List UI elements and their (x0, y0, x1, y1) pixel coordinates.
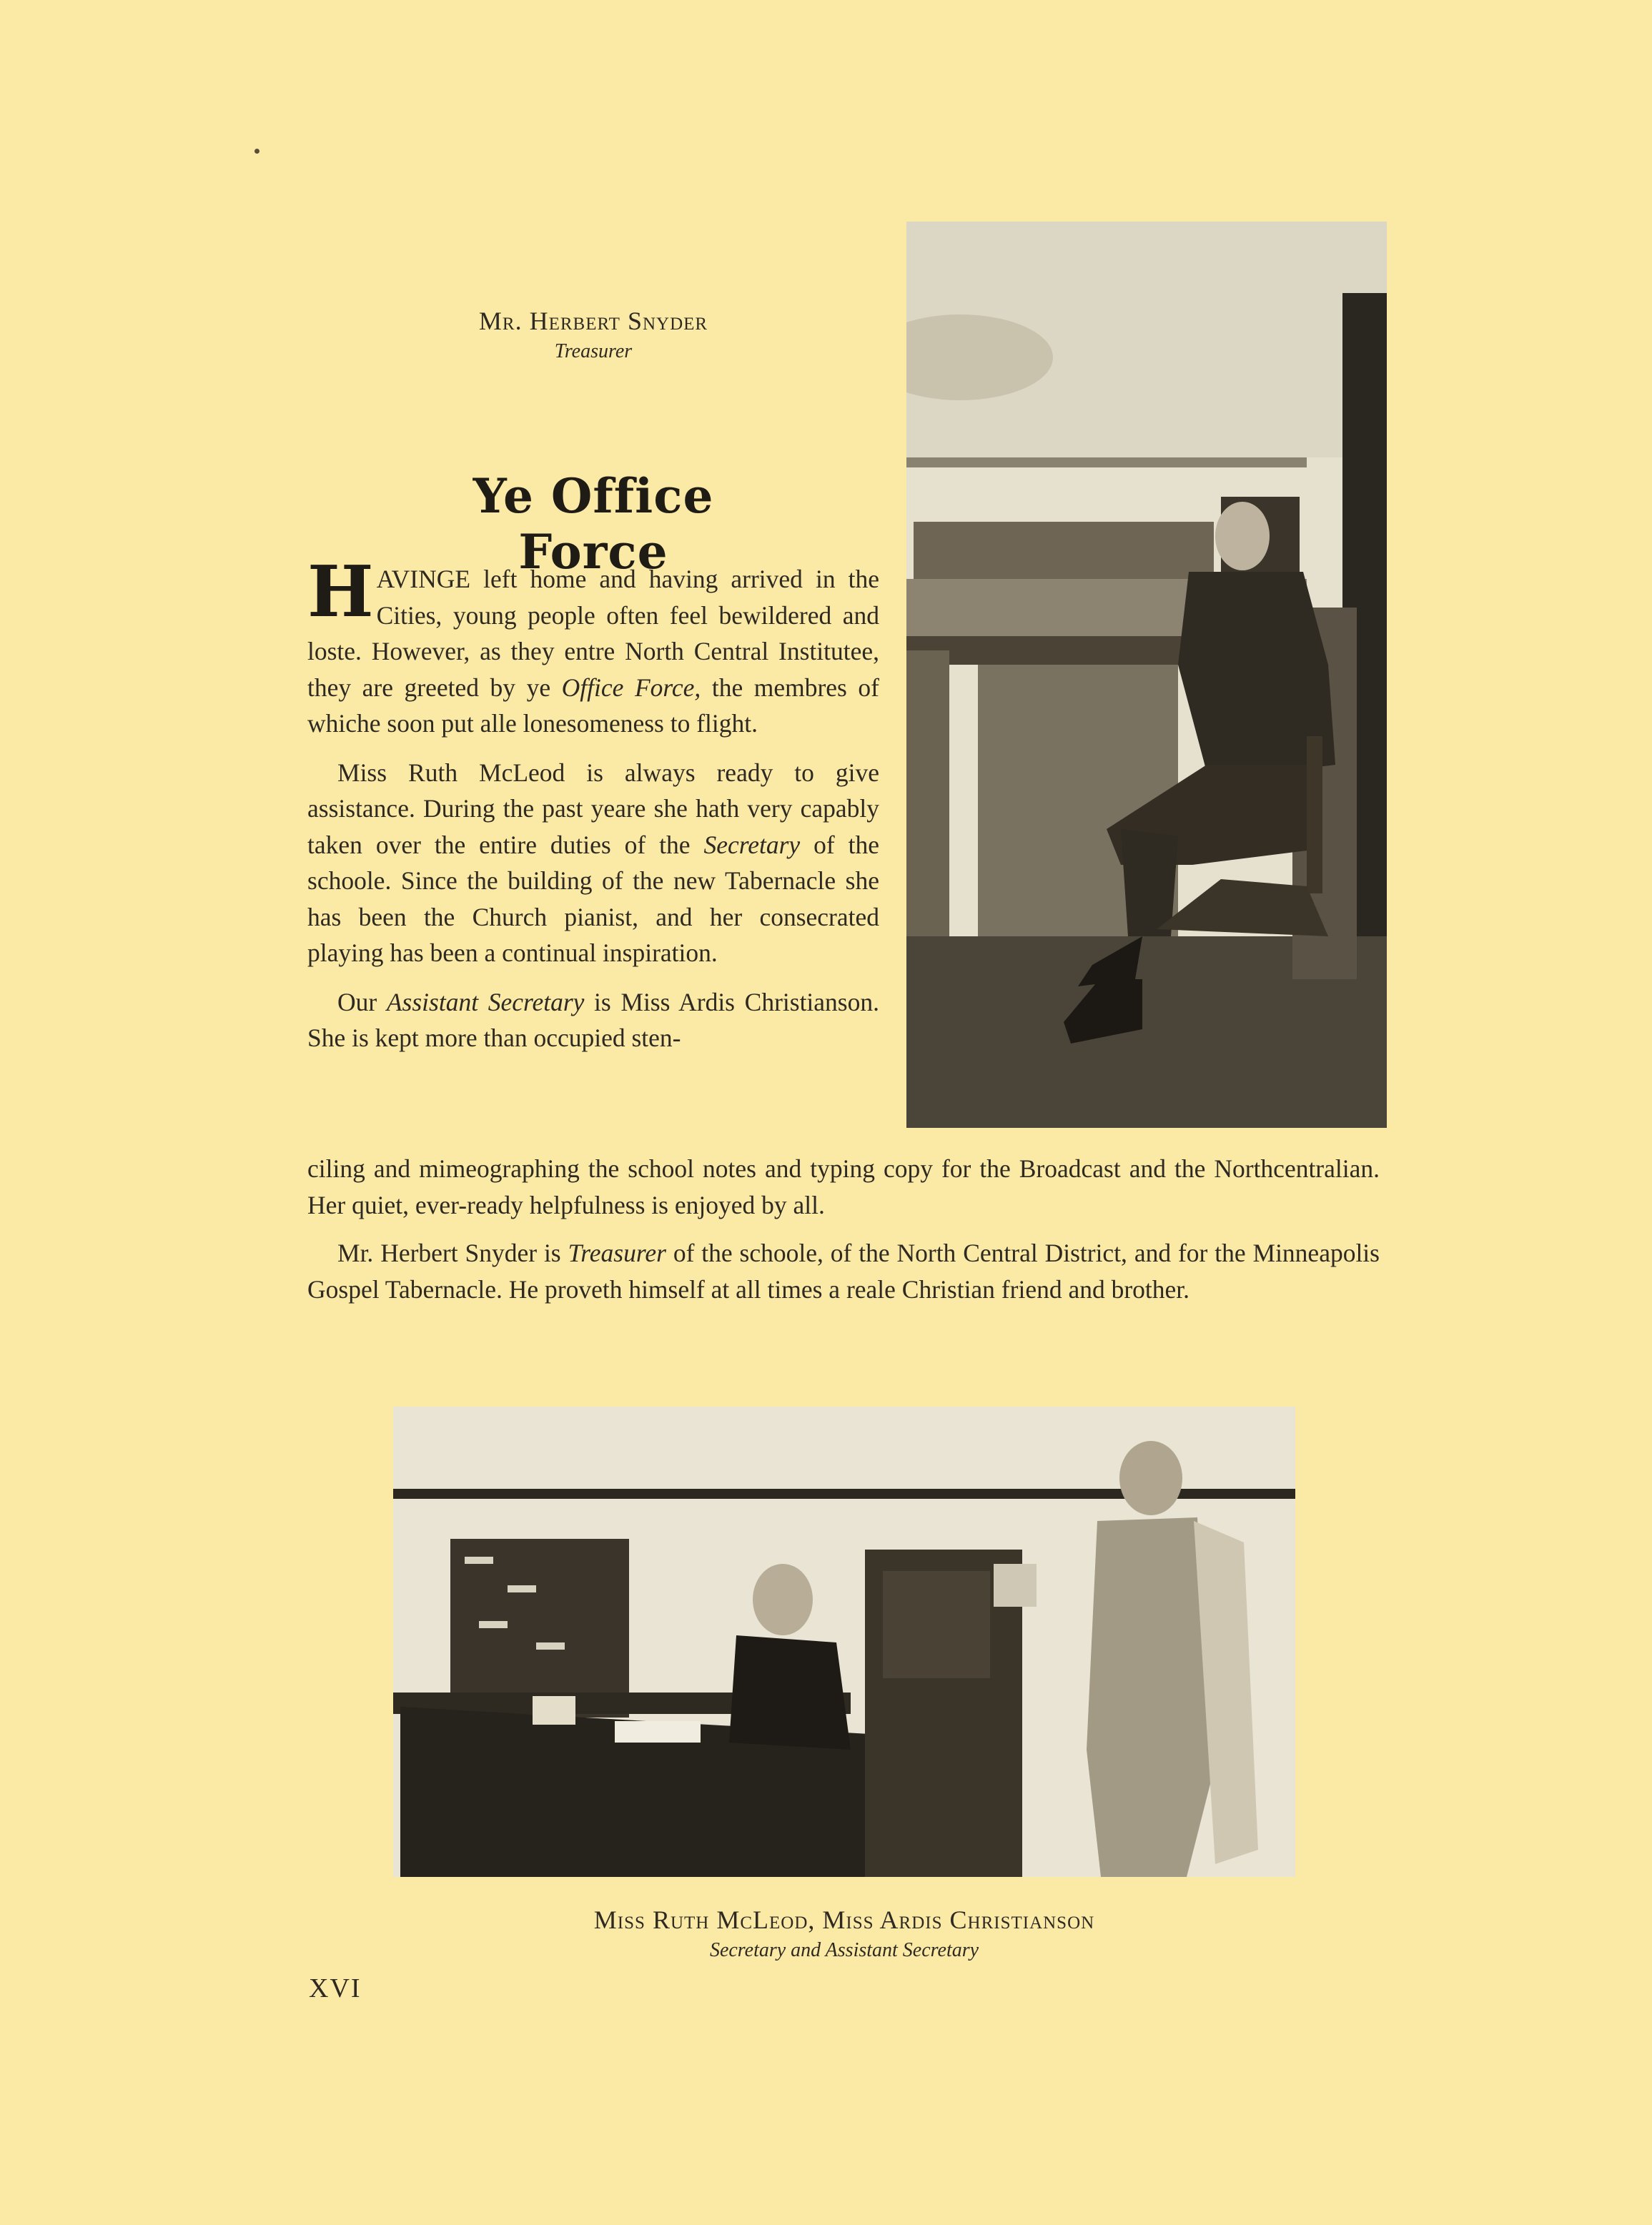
caption-role-treasurer: Treasurer (554, 340, 633, 362)
snyder-text-a: Mr. Herbert Snyder is (337, 1239, 568, 1267)
christianson-text-b: is Miss Ardis Christianson. She is kept more than occupied sten- (307, 987, 879, 1052)
paragraph-christianson (307, 984, 879, 1056)
mcleod-emphasis: Secretary (703, 830, 801, 859)
paragraph-intro (307, 551, 879, 742)
intro-text-b: the membres of whiche soon put alle lonesomeness to flight. (307, 673, 879, 738)
caption-name-snyder: Mr. Herbert Snyder (478, 307, 708, 335)
wide-column-text (307, 1151, 1380, 1308)
paragraph-snyder (307, 1235, 1380, 1308)
snyder-text-b: of the schoole, of the North Central District, and for the Minneapolis Gospel Tabernacle. He proveth himself at all times a reale Christian friend and brother. (307, 1239, 1380, 1304)
christianson-text-a: Our (337, 987, 387, 1016)
lead-word: AVINGE (376, 565, 471, 593)
photo-herbert-snyder (906, 222, 1387, 1128)
caption-names-secretaries: Miss Ruth McLeod, Miss Ardis Christianson (593, 1906, 1095, 1934)
photo-office-secretaries (393, 1407, 1295, 1877)
intro-text-a: left home and having arrived in the Cities, young people often feel bewildered and loste. However, as they entre North Central Institutee, they are greeted by ye (307, 565, 879, 702)
snyder-emphasis: Treasurer (568, 1239, 666, 1267)
intro-emphasis: Office Force, (561, 673, 701, 702)
page-number: XVI (309, 1973, 362, 2003)
narrow-column-text (307, 551, 879, 1056)
paragraph-christianson-continued: ciling and mimeographing the school notes and typing copy for the Broadcast and the Northcentralian. Her quiet, ever-ready helpfulness is enjoyed by all. (307, 1154, 1380, 1219)
paper-speck (254, 149, 259, 154)
caption-roles-secretaries: Secretary and Assistant Secretary (709, 1939, 979, 1961)
mcleod-text-b: of the schoole. Since the building of the new Tabernacle she has been the Church pianist, and her consecrated playing has been a continual inspiration. (307, 830, 879, 967)
drop-cap-letter: H (307, 551, 374, 633)
paragraph-mcleod (307, 755, 879, 971)
mcleod-text-a: Miss Ruth McLeod is always ready to give assistance. During the past yeare she hath very capably taken over the entire duties of the (307, 758, 879, 859)
christianson-emphasis: Assistant Secretary (386, 987, 585, 1016)
top-photo-caption (400, 306, 786, 363)
page-heading: Ye Office Force (473, 468, 714, 580)
bottom-photo-caption (393, 1905, 1295, 1962)
